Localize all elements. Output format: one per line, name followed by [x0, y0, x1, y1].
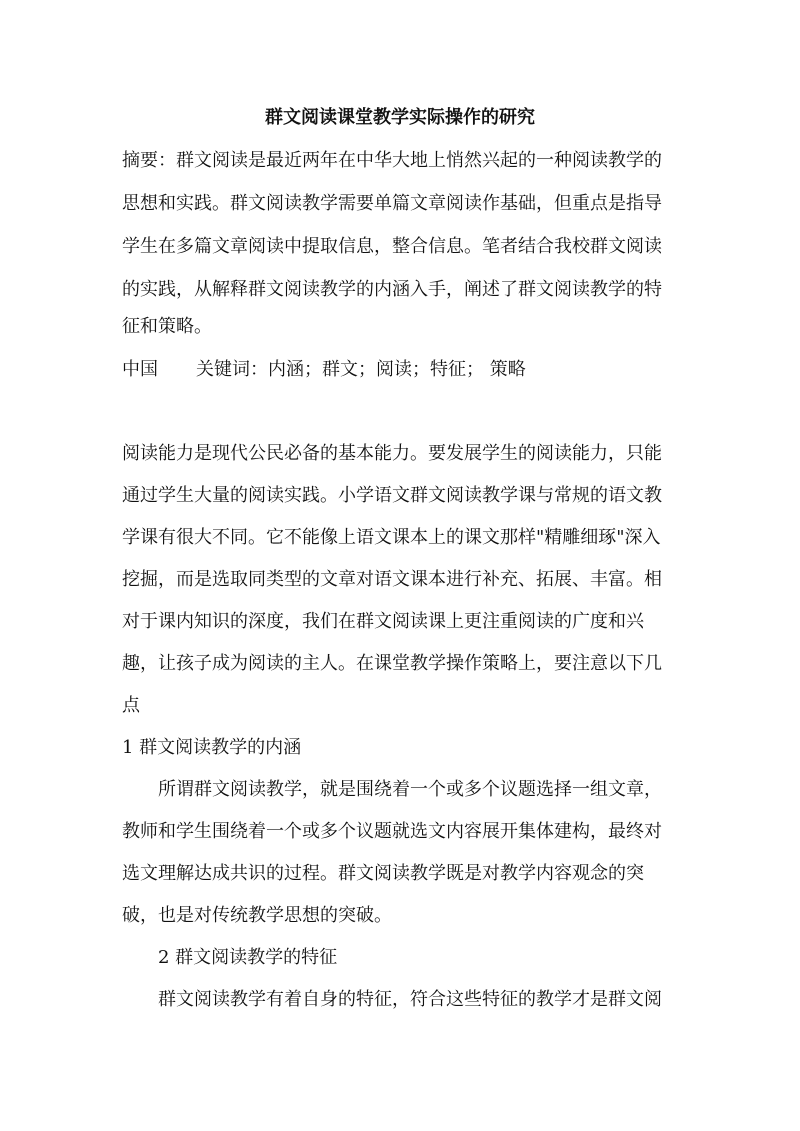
intro-line: 挖掘，而是选取同类型的文章对语文课本进行补充、拓展、丰富。相 — [122, 569, 662, 590]
abstract-line: 思想和实践。群文阅读教学需要单篇文章阅读作基础，但重点是指导 — [122, 193, 662, 214]
keywords-country: 中国 — [122, 359, 158, 380]
intro-line: 通过学生大量的阅读实践。小学语文群文阅读教学课与常规的语文教 — [122, 485, 662, 506]
abstract-line: 摘要：群文阅读是最近两年在中华大地上悄然兴起的一种阅读教学的 — [122, 150, 662, 171]
section1-line: 所谓群文阅读教学，就是围绕着一个或多个议题选择一组文章， — [158, 779, 662, 800]
intro-line: 趣，让孩子成为阅读的主人。在课堂教学操作策略上，要注意以下几 — [122, 653, 662, 674]
abstract-line: 学生在多篇文章阅读中提取信息，整合信息。笔者结合我校群文阅读 — [122, 236, 662, 257]
abstract-line: 征和策略。 — [122, 316, 212, 337]
abstract-line: 的实践，从解释群文阅读教学的内涵入手，阐述了群文阅读教学的特 — [122, 279, 662, 300]
intro-line: 阅读能力是现代公民必备的基本能力。要发展学生的阅读能力，只能 — [122, 443, 662, 464]
keywords-line: 关键词：内涵；群文；阅读；特征； 策略 — [196, 359, 526, 380]
intro-line: 对于课内知识的深度，我们在群文阅读课上更注重阅读的广度和兴 — [122, 611, 644, 632]
section1-line: 破，也是对传统教学思想的突破。 — [122, 905, 392, 926]
intro-line: 学课有很大不同。它不能像上语文课本上的课文那样"精雕细琢"深入 — [122, 527, 661, 548]
section1-line: 教师和学生围绕着一个或多个议题就选文内容展开集体建构，最终对 — [122, 821, 662, 842]
intro-line: 点 — [122, 695, 140, 716]
section2-line: 群文阅读教学有着自身的特征，符合这些特征的教学才是群文阅 — [158, 989, 662, 1010]
section-heading-2: 2 群文阅读教学的特征 — [158, 947, 338, 968]
document-title: 群文阅读课堂教学实际操作的研究 — [265, 107, 535, 128]
section-heading-1: 1 群文阅读教学的内涵 — [122, 737, 302, 758]
section1-line: 选文理解达成共识的过程。群文阅读教学既是对教学内容观念的突 — [122, 863, 644, 884]
